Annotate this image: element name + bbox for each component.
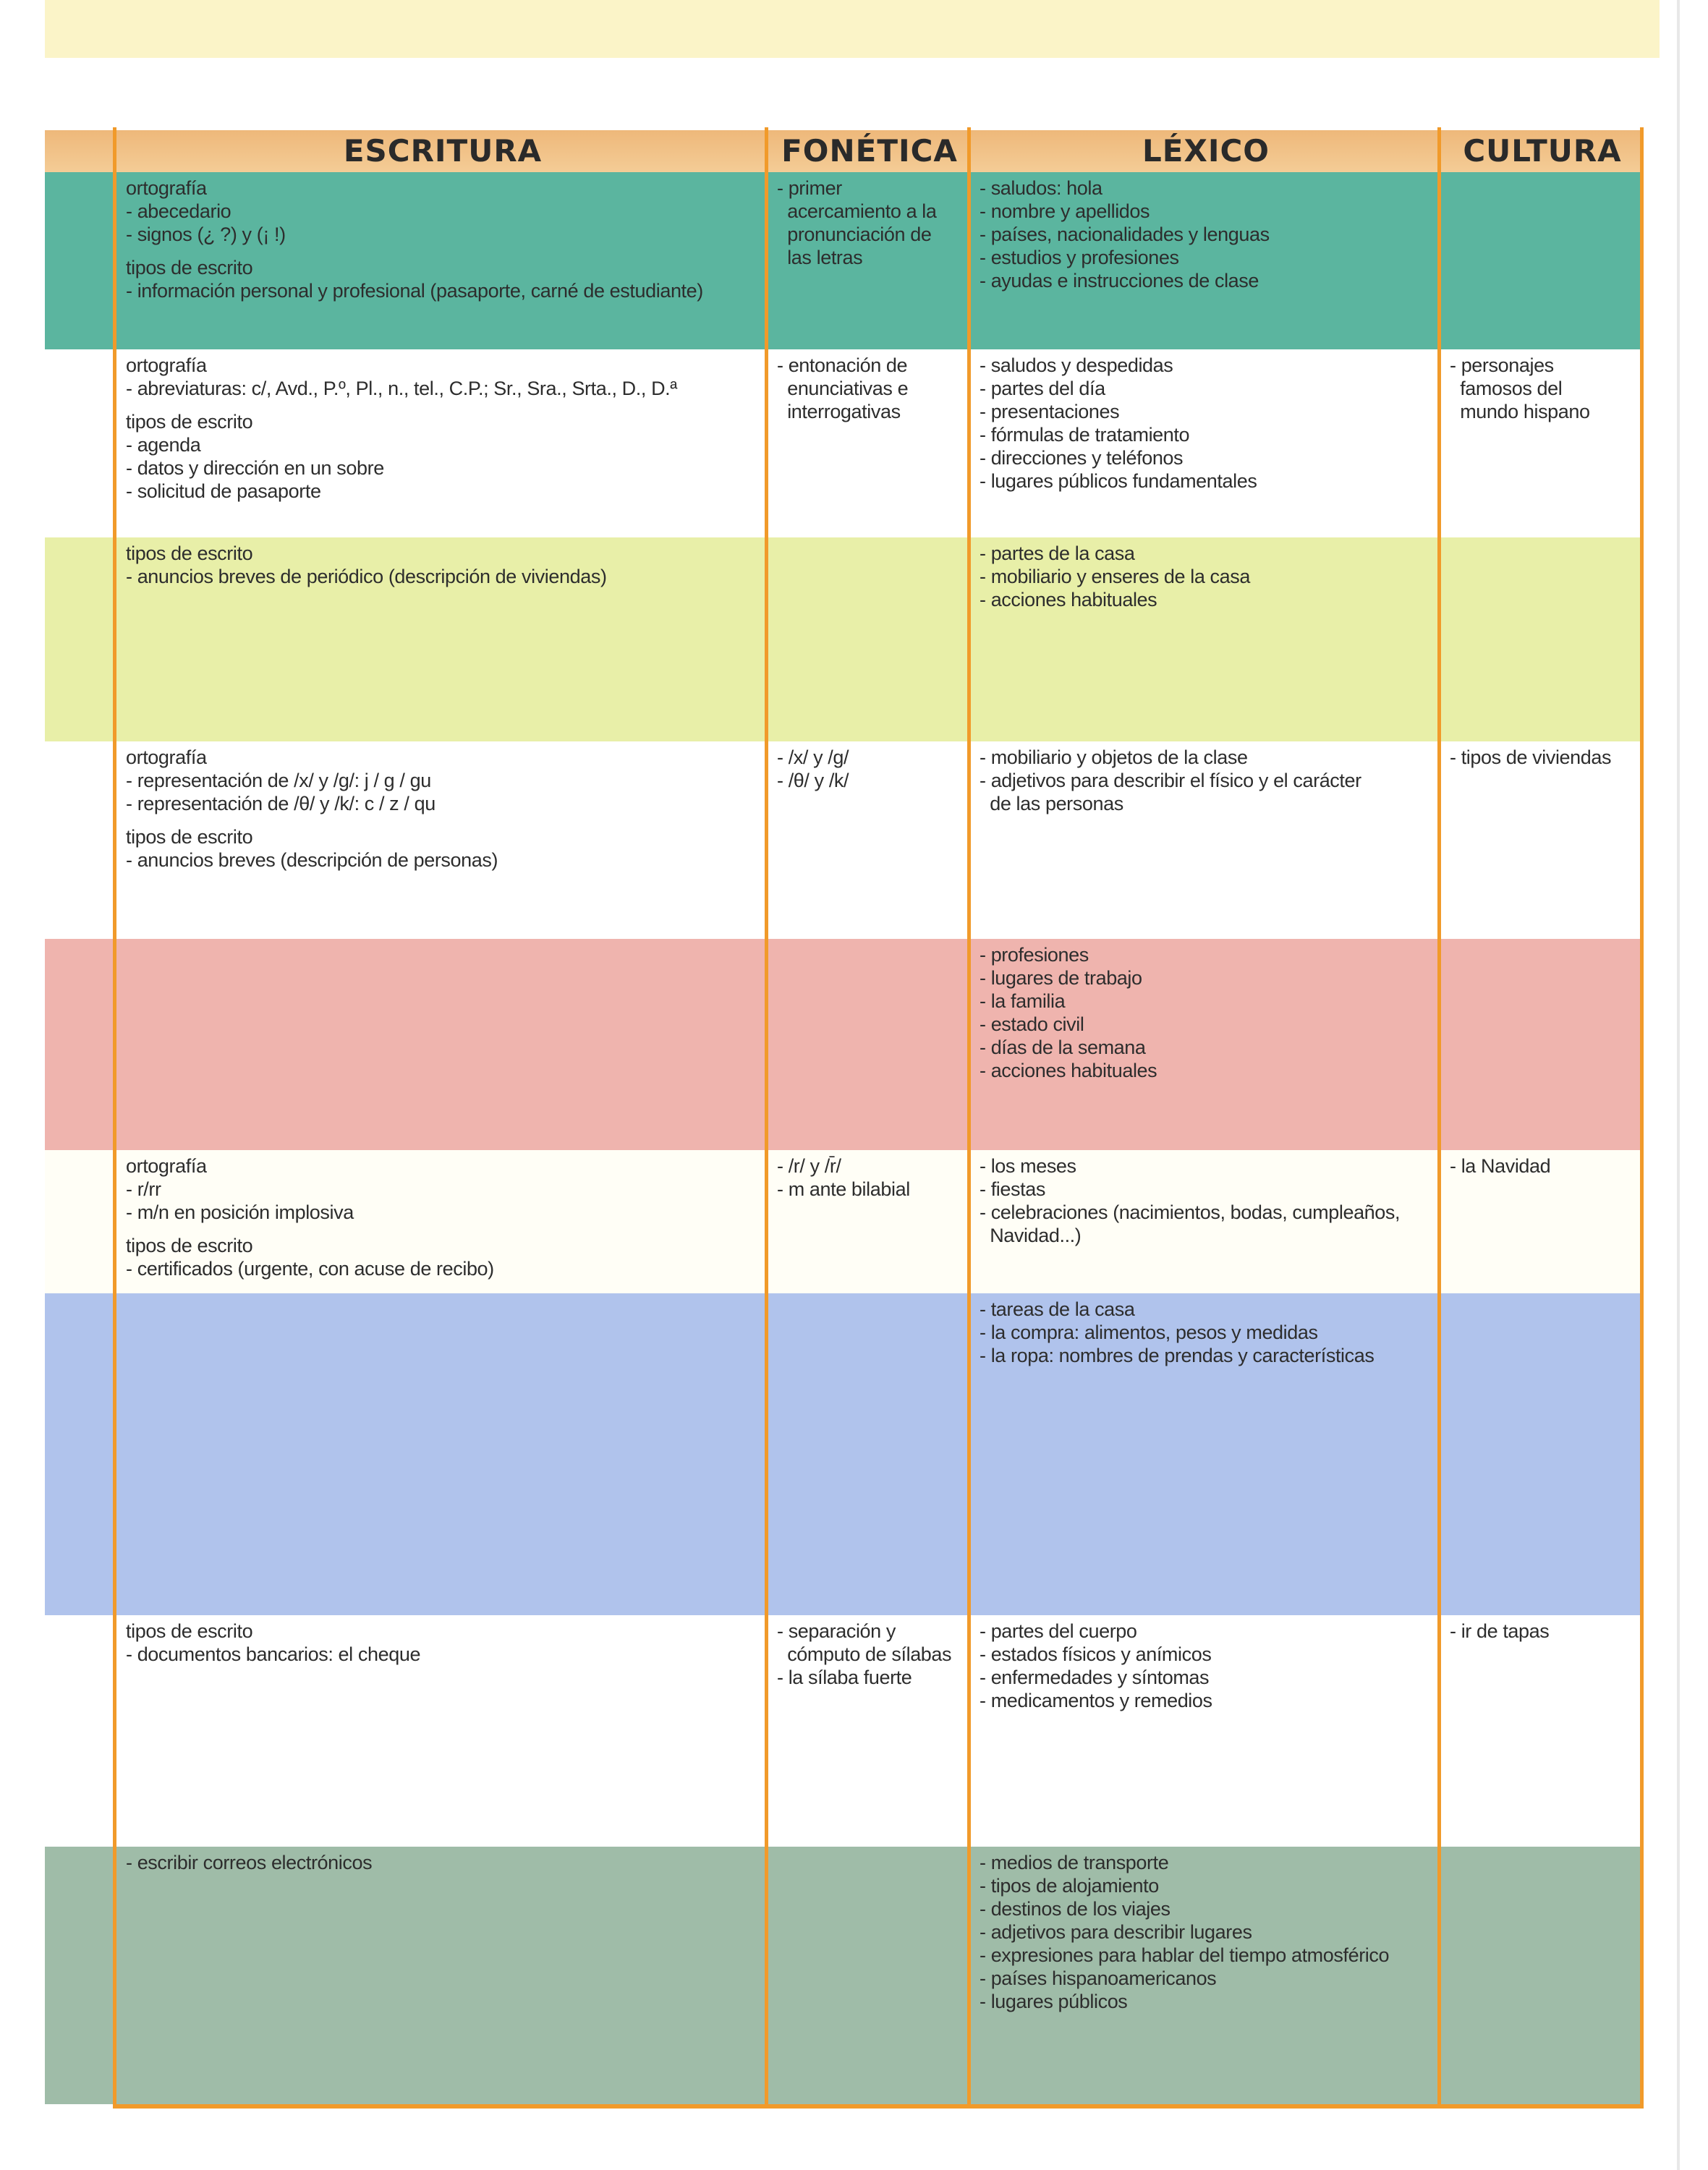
header-fonetica: FONÉTICA	[781, 133, 958, 169]
cell-line: - personajes	[1450, 354, 1554, 376]
cell-cultura	[1441, 537, 1640, 741]
paragraph-gap	[126, 815, 760, 825]
cell-line: ortografía	[126, 354, 207, 376]
cell-escritura	[117, 1615, 765, 1847]
cell-line: tipos de escrito	[126, 826, 253, 848]
cell-line: - medios de transporte	[980, 1852, 1169, 1873]
cell-escritura	[117, 537, 765, 741]
cell-line: pronunciación de	[777, 224, 932, 245]
cell-line: tipos de escrito	[126, 257, 253, 278]
cell-escritura	[117, 1150, 765, 1293]
cell-lexico	[971, 537, 1437, 741]
cell-cultura	[1441, 1615, 1640, 1847]
column-border	[967, 127, 971, 2108]
cell-line: - m ante bilabial	[777, 1178, 910, 1200]
cell-line: ortografía	[126, 1155, 207, 1177]
cell-line: - mobiliario y objetos de la clase	[980, 746, 1248, 768]
cell-line: las letras	[777, 247, 863, 268]
cell-line: famosos del	[1450, 378, 1563, 399]
cell-line: - lugares de trabajo	[980, 967, 1142, 989]
cell-escritura	[117, 741, 765, 939]
cell-fonetica	[768, 172, 967, 349]
cell-line: - representación de /θ/ y /k/: c / z / qu	[126, 793, 436, 814]
cell-line: - anuncios breves (descripción de personas)	[126, 849, 498, 871]
cell-line: - adjetivos para describir el físico y el carácter	[980, 770, 1361, 791]
page-edge	[1677, 0, 1680, 2170]
cell-line: - entonación de	[777, 354, 908, 376]
cell-line: - representación de /x/ y /g/: j / g / gu	[126, 770, 431, 791]
cell-line: - la Navidad	[1450, 1155, 1551, 1177]
table-bottom-border	[113, 2104, 1644, 2109]
cell-line: - abreviaturas: c/, Avd., P.º, Pl., n., tel., C.P.; Sr., Sra., Srta., D., D.ª	[126, 378, 677, 399]
cell-cultura	[1441, 1293, 1640, 1615]
cell-escritura	[117, 172, 765, 349]
cell-line: interrogativas	[777, 401, 901, 422]
cell-line: - presentaciones	[980, 401, 1120, 422]
cell-line: - partes del día	[980, 378, 1105, 399]
column-border	[1437, 127, 1441, 2108]
cell-line: acercamiento a la	[777, 200, 937, 222]
cell-cultura	[1441, 741, 1640, 939]
table-row	[45, 939, 1644, 1150]
cell-line: - países, nacionalidades y lenguas	[980, 224, 1270, 245]
cell-line: - estados físicos y anímicos	[980, 1643, 1212, 1665]
cell-cultura	[1441, 1847, 1640, 2104]
cell-fonetica	[768, 939, 967, 1150]
syllabus-table	[45, 130, 1644, 2109]
table-header	[45, 130, 1644, 172]
header-cultura: CULTURA	[1463, 133, 1622, 169]
cell-lexico	[971, 741, 1437, 939]
column-border	[113, 127, 116, 2108]
cell-line: - saludos y despedidas	[980, 354, 1173, 376]
table-row	[45, 537, 1644, 741]
cell-fonetica	[768, 349, 967, 537]
cell-line: mundo hispano	[1450, 401, 1590, 422]
cell-line: de las personas	[980, 793, 1123, 814]
cell-line: - /x/ y /g/	[777, 746, 849, 768]
table-row	[45, 741, 1644, 939]
cell-line: - signos (¿ ?) y (¡ !)	[126, 224, 286, 245]
cell-line: - países hispanoamericanos	[980, 1967, 1217, 1989]
cell-line: - lugares públicos	[980, 1991, 1128, 2012]
cell-line: - documentos bancarios: el cheque	[126, 1643, 421, 1665]
cell-lexico	[971, 939, 1437, 1150]
cell-line: - abecedario	[126, 200, 231, 222]
cell-line: - partes del cuerpo	[980, 1620, 1137, 1642]
cell-fonetica	[768, 1293, 967, 1615]
table-row	[45, 1293, 1644, 1615]
cell-line: - certificados (urgente, con acuse de recibo)	[126, 1258, 494, 1280]
cell-line: - destinos de los viajes	[980, 1898, 1170, 1920]
cell-line: - nombre y apellidos	[980, 200, 1150, 222]
cell-line: tipos de escrito	[126, 1620, 253, 1642]
cell-line: - expresiones para hablar del tiempo atmosférico	[980, 1944, 1390, 1966]
cell-line: - la familia	[980, 990, 1066, 1012]
cell-line: - mobiliario y enseres de la casa	[980, 566, 1250, 587]
cell-fonetica	[768, 1615, 967, 1847]
cell-fonetica	[768, 1150, 967, 1293]
cell-line: - separación y	[777, 1620, 896, 1642]
cell-cultura	[1441, 172, 1640, 349]
cell-line: - direcciones y teléfonos	[980, 447, 1184, 469]
cell-line: cómputo de sílabas	[777, 1643, 952, 1665]
cell-line: - /θ/ y /k/	[777, 770, 849, 791]
cell-line: - r/rr	[126, 1178, 161, 1200]
cell-lexico	[971, 1847, 1437, 2104]
cell-fonetica	[768, 537, 967, 741]
cell-line: - lugares públicos fundamentales	[980, 470, 1257, 492]
cell-line: - profesiones	[980, 944, 1089, 966]
cell-lexico	[971, 1615, 1437, 1847]
cell-cultura	[1441, 939, 1640, 1150]
table-row	[45, 1150, 1644, 1293]
cell-line: - celebraciones (nacimientos, bodas, cumpleaños,	[980, 1201, 1401, 1223]
cell-cultura	[1441, 349, 1640, 537]
cell-line: - fiestas	[980, 1178, 1045, 1200]
cell-line: - datos y dirección en un sobre	[126, 457, 384, 479]
cell-lexico	[971, 1293, 1437, 1615]
cell-line: - primer	[777, 177, 842, 199]
cell-line: - días de la semana	[980, 1037, 1146, 1058]
cell-line: - tipos de viviendas	[1450, 746, 1612, 768]
top-color-band	[45, 0, 1660, 58]
cell-line: - la sílaba fuerte	[777, 1667, 912, 1688]
cell-line: tipos de escrito	[126, 1235, 253, 1256]
cell-line: - adjetivos para describir lugares	[980, 1921, 1252, 1943]
cell-line: Navidad...)	[980, 1225, 1082, 1246]
paragraph-gap	[126, 400, 760, 410]
cell-line: - agenda	[126, 434, 201, 456]
column-border	[765, 127, 768, 2108]
cell-line: ortografía	[126, 746, 207, 768]
cell-cultura	[1441, 1150, 1640, 1293]
cell-line: - fórmulas de tratamiento	[980, 424, 1190, 446]
cell-line: - medicamentos y remedios	[980, 1690, 1212, 1711]
column-border	[1640, 127, 1644, 2108]
cell-line: - ayudas e instrucciones de clase	[980, 270, 1259, 292]
cell-line: - anuncios breves de periódico (descripción de viviendas)	[126, 566, 607, 587]
cell-line: - tareas de la casa	[980, 1298, 1135, 1320]
table-row	[45, 349, 1644, 537]
cell-line: - partes de la casa	[980, 542, 1135, 564]
cell-line: - información personal y profesional (pasaporte, carné de estudiante)	[126, 280, 703, 302]
cell-line: - ir de tapas	[1450, 1620, 1550, 1642]
cell-line: - /r/ y /r̄/	[777, 1155, 841, 1177]
header-lexico: LÉXICO	[1142, 133, 1270, 169]
cell-line: - tipos de alojamiento	[980, 1875, 1159, 1897]
paragraph-gap	[126, 1224, 760, 1234]
table-row	[45, 1615, 1644, 1847]
cell-line: - estudios y profesiones	[980, 247, 1179, 268]
cell-lexico	[971, 1150, 1437, 1293]
cell-line: tipos de escrito	[126, 411, 253, 433]
table-row	[45, 1847, 1644, 2104]
cell-escritura	[117, 1847, 765, 2104]
cell-line: - los meses	[980, 1155, 1076, 1177]
cell-line: - acciones habituales	[980, 589, 1157, 610]
paragraph-gap	[126, 246, 760, 256]
cell-lexico	[971, 172, 1437, 349]
cell-line: - m/n en posición implosiva	[126, 1201, 354, 1223]
table-row	[45, 172, 1644, 349]
cell-line: - escribir correos electrónicos	[126, 1852, 373, 1873]
cell-escritura	[117, 349, 765, 537]
header-escritura: ESCRITURA	[343, 133, 543, 169]
cell-escritura	[117, 1293, 765, 1615]
cell-line: - la compra: alimentos, pesos y medidas	[980, 1322, 1318, 1343]
cell-escritura	[117, 939, 765, 1150]
cell-fonetica	[768, 741, 967, 939]
cell-line: - solicitud de pasaporte	[126, 480, 321, 502]
cell-line: - la ropa: nombres de prendas y características	[980, 1345, 1375, 1366]
cell-line: - saludos: hola	[980, 177, 1102, 199]
cell-lexico	[971, 349, 1437, 537]
cell-line: enunciativas e	[777, 378, 909, 399]
cell-line: ortografía	[126, 177, 207, 199]
cell-line: - estado civil	[980, 1013, 1084, 1035]
cell-line: tipos de escrito	[126, 542, 253, 564]
cell-line: - enfermedades y síntomas	[980, 1667, 1210, 1688]
cell-line: - acciones habituales	[980, 1060, 1157, 1081]
cell-fonetica	[768, 1847, 967, 2104]
